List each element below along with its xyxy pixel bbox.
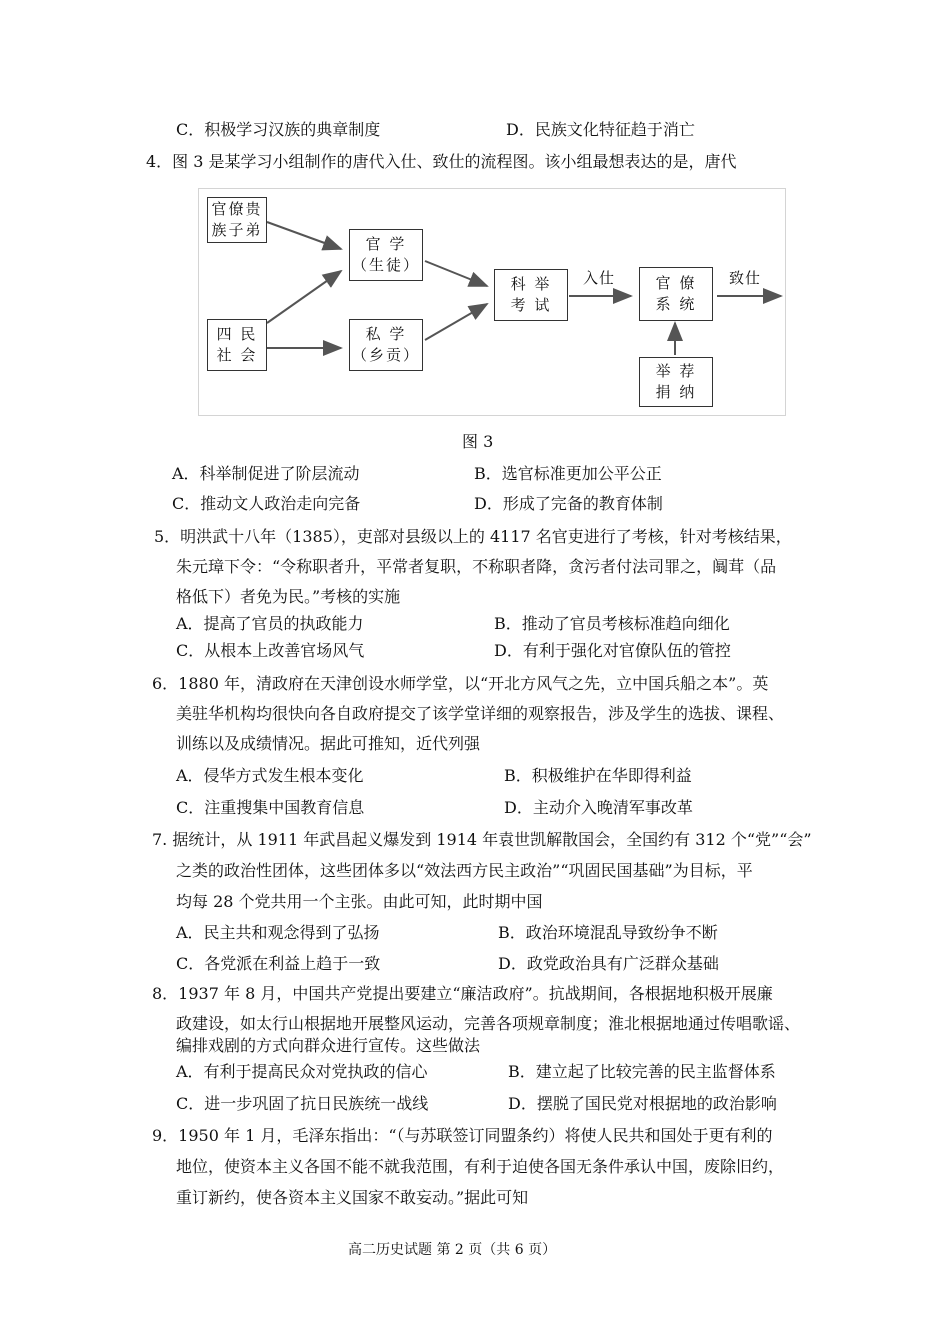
- q9-line: 地位，使资本主义各国不能不就我范围，有利于迫使各国无条件承认中国，废除旧约，: [176, 1157, 785, 1176]
- arrow-official-to-exam: [425, 261, 487, 286]
- q5-option-c: C．从根本上改善官场风气: [176, 641, 365, 660]
- q3-option-c: C．积极学习汉族的典章制度: [176, 120, 381, 139]
- q8-option-a: A．有利于提高民众对党执政的信心: [176, 1062, 428, 1081]
- q6-option-a: A．侵华方式发生根本变化: [176, 766, 364, 785]
- q8-line: 编排戏剧的方式向群众进行宣传。这些做法: [176, 1036, 481, 1055]
- q6-option-c: C．注重搜集中国教育信息: [176, 798, 365, 817]
- q7-option-c: C．各党派在利益上趋于一致: [176, 954, 381, 973]
- q5-line: 5．明洪武十八年（1385），吏部对县级以上的 4117 名官吏进行了考核，针对考核结果，: [154, 527, 792, 546]
- q8-option-d: D．摆脱了国民党对根据地的政治影响: [508, 1094, 777, 1113]
- q6-line: 美驻华机构均很快向各自政府提交了该学堂详细的观察报告，涉及学生的选拔、课程、: [176, 704, 785, 723]
- q7-line: 均每 28 个党共用一个主张。由此可知，此时期中国: [176, 892, 543, 911]
- flowchart-figure: [198, 188, 786, 416]
- q5-option-d: D．有利于强化对官僚队伍的管控: [494, 641, 731, 660]
- label-enter: 入仕: [583, 269, 616, 287]
- q3-option-d: D．民族文化特征趋于消亡: [506, 120, 695, 139]
- q7-line: 7. 据统计，从 1911 年武昌起义爆发到 1914 年袁世凯解散国会，全国约有 312 个“党”“会”: [152, 830, 812, 849]
- q8-line: 8．1937 年 8 月，中国共产党提出要建立“廉洁政府”。抗战期间，各根据地积极开展廉: [152, 984, 773, 1003]
- figure-caption: 图 3: [462, 432, 494, 451]
- q7-option-b: B．政治环境混乱导致纷争不断: [498, 923, 718, 942]
- q8-option-b: B．建立起了比较完善的民主监督体系: [508, 1062, 776, 1081]
- q4-option-b: B．选官标准更加公平公正: [474, 464, 662, 483]
- q4-option-d: D．形成了完备的教育体制: [474, 494, 663, 513]
- node-nobles: 官僚贵 族子弟: [207, 197, 267, 243]
- node-exam: 科 举 考 试: [494, 269, 568, 321]
- q9-line: 9．1950 年 1 月，毛泽东指出：“（与苏联签订同盟条约）将使人民共和国处于更有利的: [152, 1126, 773, 1145]
- q6-line: 训练以及成绩情况。据此可推知，近代列强: [176, 734, 481, 753]
- arrow-people-to-official: [267, 271, 341, 323]
- q4-stem: 4．图 3 是某学习小组制作的唐代入仕、致仕的流程图。该小组最想表达的是，唐代: [146, 152, 737, 171]
- q7-option-a: A．民主共和观念得到了弘扬: [176, 923, 380, 942]
- q9-line: 重订新约，使各资本主义国家不敢妄动。”据此可知: [176, 1188, 529, 1207]
- q6-option-b: B．积极维护在华即得利益: [504, 766, 692, 785]
- node-private-school: 私 学 （乡贡）: [349, 319, 423, 371]
- q7-option-d: D．政党政治具有广泛群众基础: [498, 954, 719, 973]
- page-footer: 高二历史试题 第 2 页（共 6 页）: [348, 1242, 557, 1258]
- q8-option-c: C．进一步巩固了抗日民族统一战线: [176, 1094, 429, 1113]
- arrow-private-to-exam: [425, 304, 487, 340]
- q5-option-a: A．提高了官员的执政能力: [176, 614, 364, 633]
- node-recommend: 举 荐 捐 纳: [639, 357, 713, 407]
- q6-option-d: D．主动介入晚清军事改革: [504, 798, 693, 817]
- node-bureaucracy: 官 僚 系 统: [639, 267, 713, 321]
- q4-option-c: C．推动文人政治走向完备: [172, 494, 361, 513]
- q4-option-a: A．科举制促进了阶层流动: [172, 464, 360, 483]
- q7-line: 之类的政治性团体，这些团体多以“效法西方民主政治”“巩固民国基础”为目标，平: [176, 861, 753, 880]
- q6-line: 6．1880 年，清政府在天津创设水师学堂，以“开北方风气之先，立中国兵船之本”。英: [152, 674, 769, 693]
- q5-line: 朱元璋下令：“令称职者升，平常者复职，不称职者降，贪污者付法司罪之，阘茸（品: [176, 557, 777, 576]
- arrow-nobles-to-official: [267, 222, 341, 249]
- q8-line: 政建设，如太行山根据地开展整风运动，完善各项规章制度；淮北根据地通过传唱歌谣、: [176, 1014, 801, 1033]
- q5-option-b: B．推动了官员考核标准趋向细化: [494, 614, 730, 633]
- node-four-people: 四 民 社 会: [207, 319, 267, 371]
- node-official-school: 官 学 （生徒）: [349, 229, 423, 281]
- label-retire: 致仕: [729, 269, 762, 287]
- q5-line: 格低下）者免为民。”考核的实施: [176, 587, 401, 606]
